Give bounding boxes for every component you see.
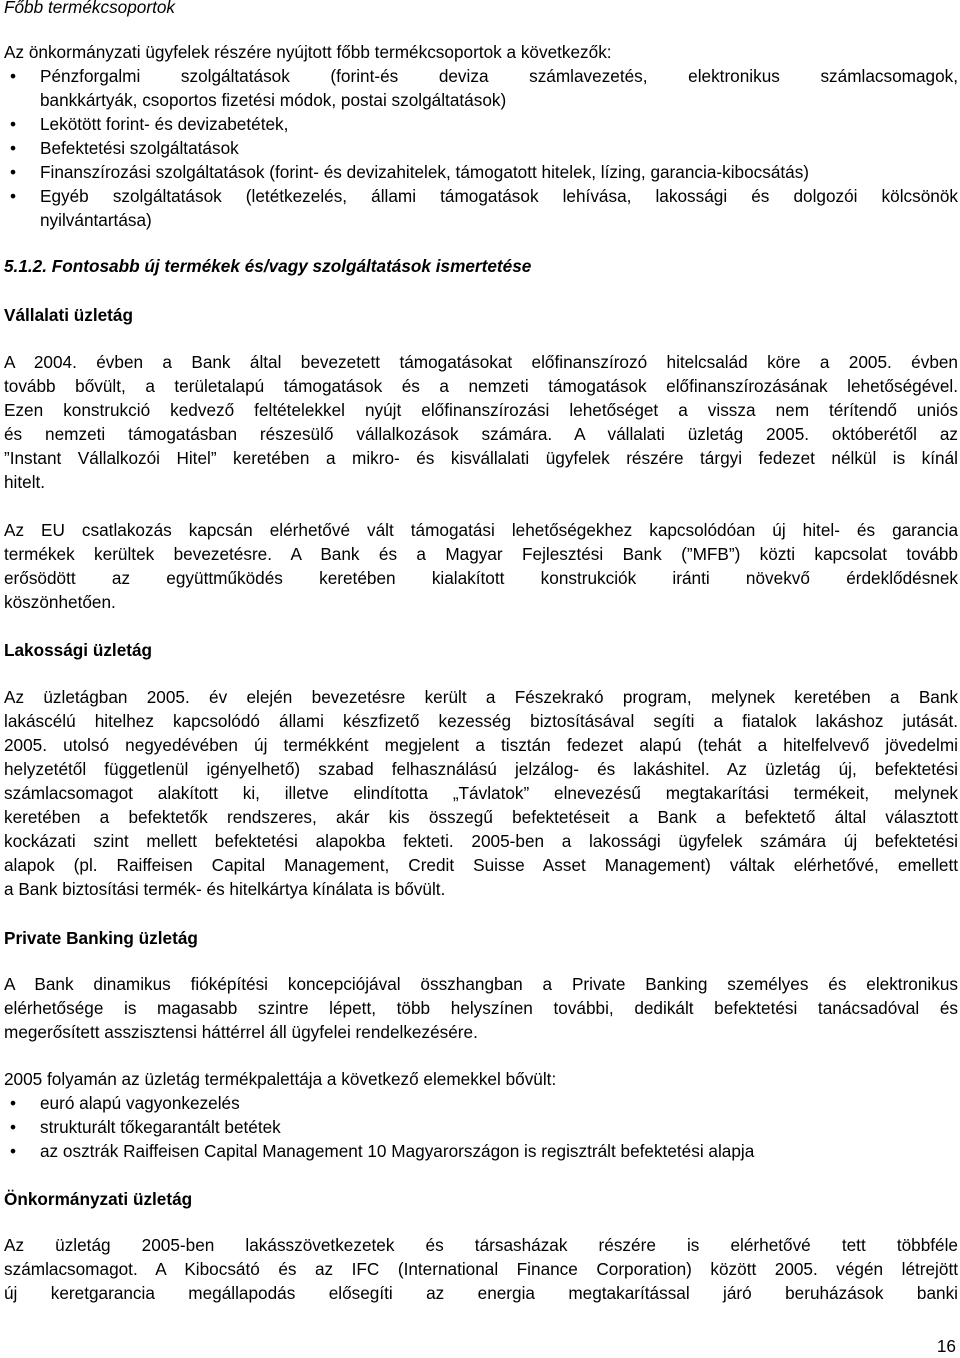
vallalati-title: Vállalati üzletág: [4, 305, 133, 325]
bullet-icon: •: [9, 1141, 17, 1161]
product-groups-list: [4, 64, 958, 232]
onkormanyzati-title: Önkormányzati üzletág: [4, 1189, 193, 1209]
bullet-icon: •: [9, 162, 17, 182]
page-number: 16: [936, 1336, 956, 1356]
list-item: • Befektetési szolgáltatások: [9, 138, 239, 158]
list-item: • az osztrák Raiffeisen Capital Management 10 Magyarországon is regisztrált befektetési alapja: [9, 1141, 755, 1161]
vallalati-paragraph-1: A 2004. évben a Bank által bevezetett támogatásokat előfinanszírozó hitelcsalád köre a 2005. évben tovább bővült, a területalapú támogatások és a nemzeti támogatások előfinanszírozásának lehetőségével. Ezen konstrukció kedvező feltételekkel nyújt előfinanszírozási lehetőséget a vissza nem térítendő uniós és nemzeti támogatásban részesülő vállalkozások számára. A vállalati üzletág 2005. októberétől az ”Instant Vállalkozói Hitel” keretében a mikro- és kisvállalati ügyfelek részére tárgyi fedezet nélkül is kínál hitelt.: [4, 352, 958, 492]
private-banking-title: Private Banking üzletág: [4, 928, 198, 948]
bullet-icon: •: [9, 1093, 17, 1113]
bullet-icon: •: [9, 66, 17, 86]
bullet-icon: •: [9, 186, 17, 206]
onkormanyzati-paragraph-1: Az üzletág 2005-ben lakásszövetkezetek és társasházak részére is elérhetővé tett többféle számlacsomagot. A Kibocsátó és az IFC (International Finance Corporation) között 2005. végén létrejött új keretgarancia megállapodás elősegíti az energia megtakarítással járó beruházások banki: [4, 1235, 958, 1303]
subsection-title: 5.1.2. Fontosabb új termékek és/vagy szolgáltatások ismertetése: [4, 256, 532, 276]
bullet-icon: •: [9, 114, 17, 134]
lakossagi-title: Lakossági üzletág: [4, 640, 153, 660]
intro-text: Az önkormányzati ügyfelek részére nyújtott főbb termékcsoportok a következők:: [4, 42, 612, 62]
list-item: • Pénzforgalmi szolgáltatások (forint-és deviza számlavezetés, elektronikus számlacsomagok, bankkártyák, csoportos fizetési módok, postai szolgáltatások): [9, 66, 958, 110]
bullet-icon: •: [9, 138, 17, 158]
lakossagi-paragraph-1: Az üzletágban 2005. év elején bevezetésre került a Fészekrakó program, melynek keretében a Bank lakáscélú hitelhez kapcsolódó állami készfizető kezesség biztosításával segíti a fiatalok lakáshoz jutását. 2005. utolsó negyedévében új termékként megjelent a tisztán fedezet alapú (tehát a hitelfelvevő jövedelmi helyzetétől függetlenül igényelhető) szabad felhasználású jelzálog- és lakáshitel. Az üzletág új, befektetési számlacsomagot alakított ki, illetve elindította „Távlatok” elnevezésű megtakarítási termékeit, melynek keretében a befektetők rendszeres, akár kis összegű befektetéseit a Bank a befektető által választott kockázati szint mellett befektetési alapokba fekteti. 2005-ben a lakossági ügyfelek számára új befektetési alapok (pl. Raiffeisen Capital Management, Credit Suisse Asset Management) váltak elérhetővé, emellett a Bank biztosítási termék- és hitelkártya kínálata is bővült.: [4, 687, 958, 899]
vallalati-paragraph-2: Az EU csatlakozás kapcsán elérhetővé vált támogatási lehetőségekhez kapcsolódóan új hitel- és garancia termékek kerültek bevezetésre. A Bank és a Magyar Fejlesztési Bank (”MFB”) közti kapcsolat tovább erősödött az együttműködés keretében kialakított konstrukciók iránti növekvő érdeklődésnek köszönhetően.: [4, 520, 958, 612]
list-item: • strukturált tőkegarantált betétek: [9, 1117, 281, 1137]
private-banking-list: [4, 1091, 958, 1163]
bullet-icon: •: [9, 1117, 17, 1137]
list-item: • Egyéb szolgáltatások (letétkezelés, állami támogatások lehívása, lakossági és dolgozói kölcsönök nyilvántartása): [9, 186, 958, 230]
list-item: • Lekötött forint- és devizabetétek,: [9, 114, 289, 134]
section-heading: Főbb termékcsoportok: [4, 0, 175, 17]
heading-row: [4, 0, 958, 19]
document-page: [4, 0, 958, 1305]
private-banking-paragraph-2: 2005 folyamán az üzletág termékpalettája a következő elemekkel bővült:: [4, 1069, 557, 1089]
list-item: • Finanszírozási szolgáltatások (forint- és devizahitelek, támogatott hitelek, lízing, garancia-kibocsátás): [9, 162, 810, 182]
private-banking-paragraph-1: A Bank dinamikus fióképítési koncepciójával összhangban a Private Banking személyes és elektronikus elérhetősége is magasabb szintre lépett, több helyszínen további, dedikált befektetési tanácsadóval és megerősített asszisztensi háttérrel áll ügyfelei rendelkezésére.: [4, 974, 958, 1042]
list-item: • euró alapú vagyonkezelés: [9, 1093, 240, 1113]
